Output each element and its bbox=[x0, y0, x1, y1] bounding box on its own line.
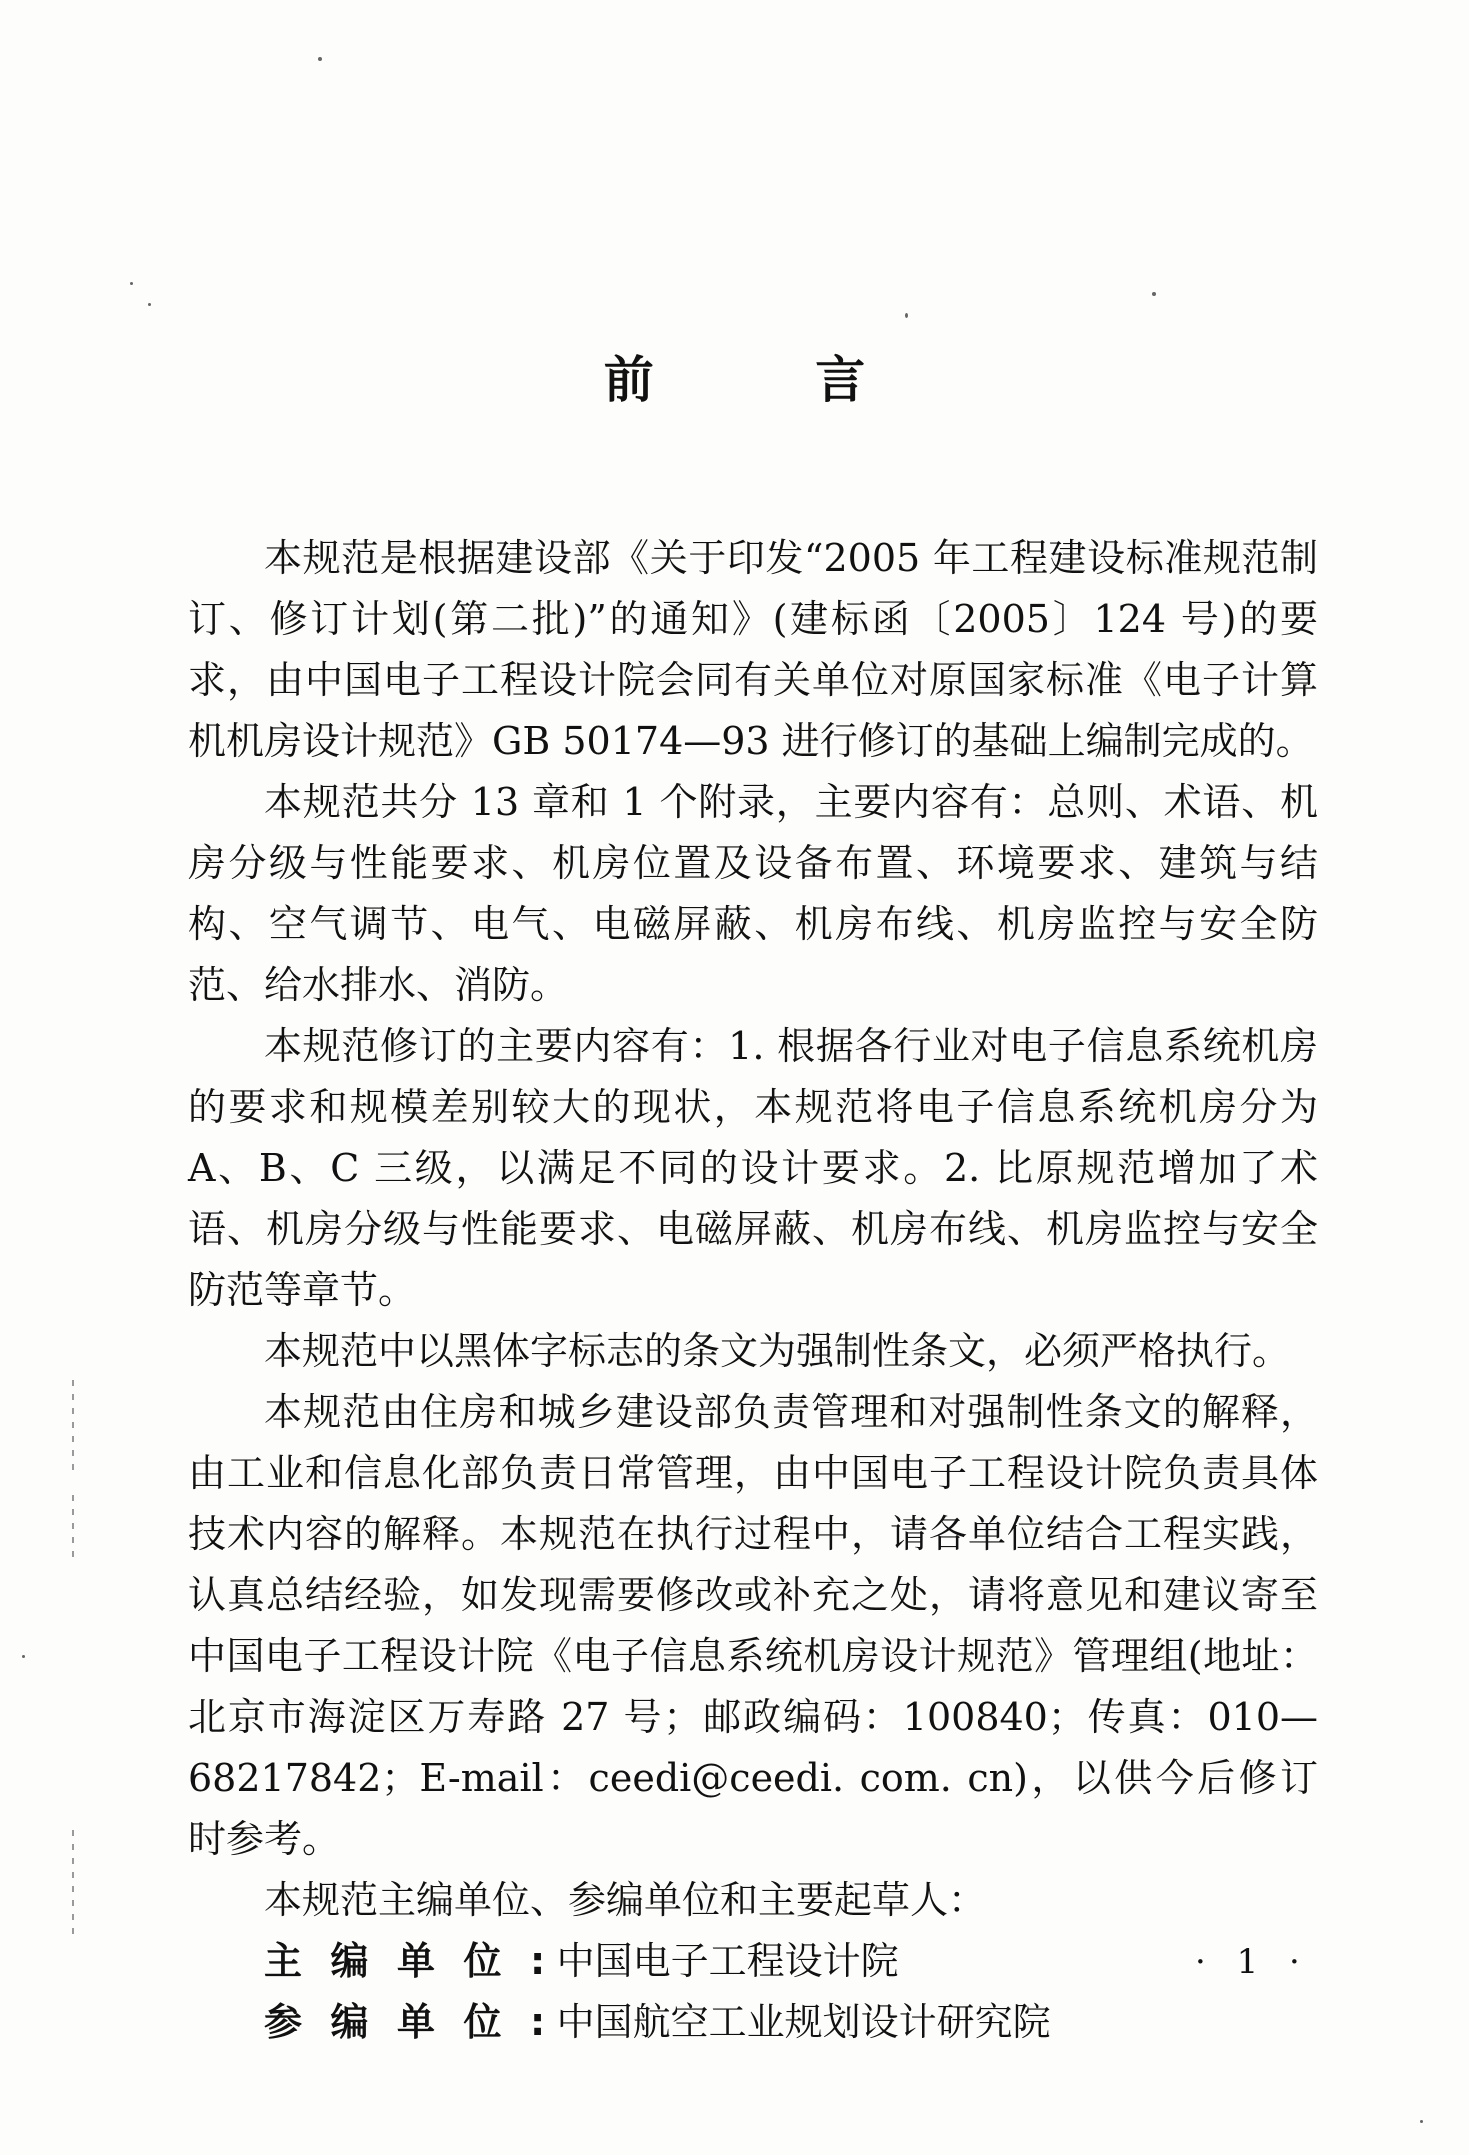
unit-colon: : bbox=[530, 1939, 546, 1983]
scan-speck bbox=[905, 313, 908, 318]
scan-gutter-mark bbox=[72, 1495, 74, 1565]
scan-speck bbox=[148, 303, 151, 306]
scan-gutter-mark bbox=[72, 1830, 74, 1940]
unit-label: 参编单位 bbox=[264, 2000, 531, 2044]
scan-gutter-mark bbox=[72, 1380, 74, 1470]
chief-editor-unit-line bbox=[188, 1931, 1318, 1992]
participating-unit-line bbox=[188, 1992, 1318, 2053]
preface-paragraph: 本规范共分 13 章和 1 个附录，主要内容有：总则、术语、机房分级与性能要求、机房位置及设备布置、环境要求、建筑与结构、空气调节、电气、电磁屏蔽、机房布线、机房监控与安全防范、给水排水、消防。 bbox=[188, 780, 1318, 1007]
scan-speck bbox=[1420, 2120, 1423, 2123]
preface-paragraph: 本规范修订的主要内容有：1. 根据各行业对电子信息系统机房的要求和规模差别较大的现状，本规范将电子信息系统机房分为 A、B、C 三级，以满足不同的设计要求。2. 比原规范增加了术语、机房分级与性能要求、电磁屏蔽、机房布线、机房监控与安全防范等章节。 bbox=[188, 1024, 1318, 1312]
unit-label: 主编单位 bbox=[264, 1939, 531, 1983]
page-number: · 1 · bbox=[1195, 1942, 1310, 1982]
unit-value: 中国航空工业规划设计研究院 bbox=[556, 2000, 1051, 2044]
preface-paragraph: 本规范中以黑体字标志的条文为强制性条文，必须严格执行。 bbox=[264, 1329, 1291, 1373]
page-title: 前 言 bbox=[603, 351, 938, 409]
preface-paragraph: 本规范由住房和城乡建设部负责管理和对强制性条文的解释，由工业和信息化部负责日常管理，由中国电子工程设计院负责具体技术内容的解释。本规范在执行过程中，请各单位结合工程实践，认真总结经验，如发现需要修改或补充之处，请将意见和建议寄至中国电子工程设计院《电子信息系统机房设计规范》管理组(地址：北京市海淀区万寿路 27 号；邮政编码：100840；传真：010—68217842；E-mail：ceedi@ceedi. com. cn)，以供今后修订时参考。 bbox=[188, 1390, 1318, 1861]
scan-speck bbox=[1152, 292, 1156, 296]
scan-speck bbox=[318, 57, 322, 61]
unit-value: 中国电子工程设计院 bbox=[556, 1939, 899, 1983]
preface-body bbox=[188, 528, 1318, 2053]
scan-speck bbox=[22, 1655, 25, 1658]
preface-paragraph: 本规范是根据建设部《关于印发“2005 年工程建设标准规范制订、修订计划(第二批)”的通知》(建标函〔2005〕124 号)的要求，由中国电子工程设计院会同有关单位对原国家标准《电子计算机机房设计规范》GB 50174—93 进行修订的基础上编制完成的。 bbox=[188, 536, 1318, 763]
preface-paragraph: 本规范主编单位、参编单位和主要起草人： bbox=[264, 1878, 987, 1922]
unit-colon: : bbox=[530, 2000, 546, 2044]
scan-speck bbox=[130, 282, 133, 285]
